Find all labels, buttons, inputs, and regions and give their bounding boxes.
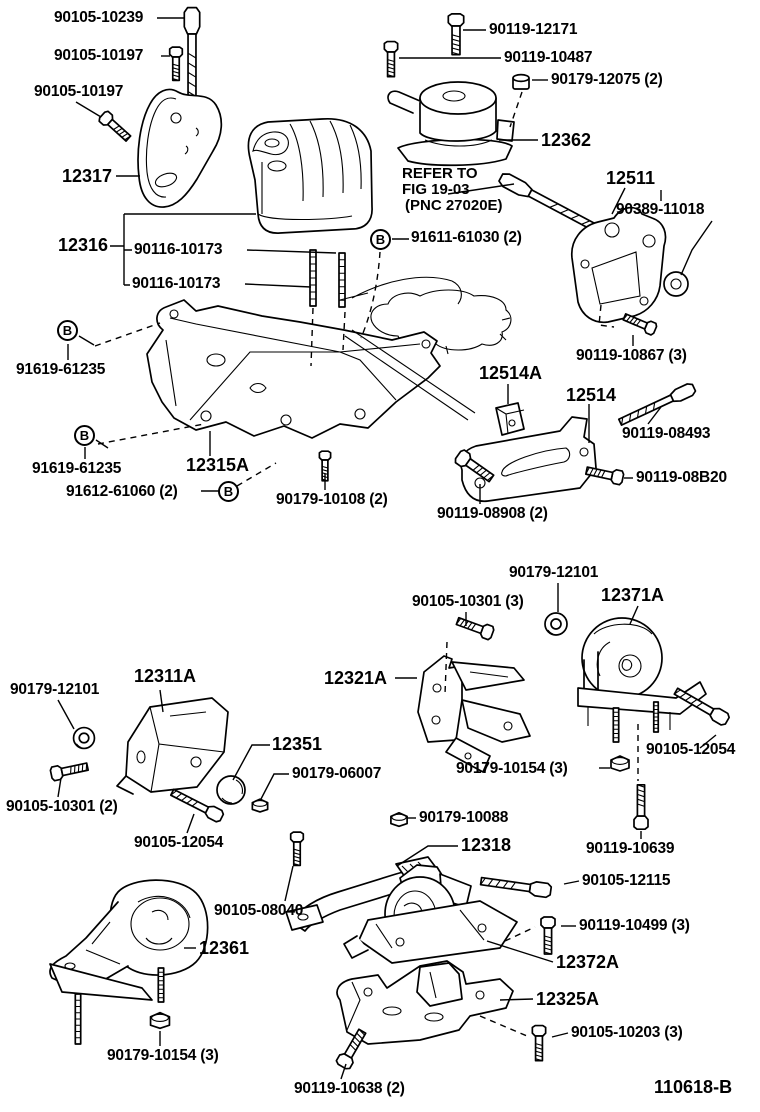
part-label-90119-10499: 90119-10499 (3) [579,917,690,934]
part-label-12315A: 12315A [186,455,250,475]
reference-note-line1: REFER TO [402,165,478,182]
part-label-12514A: 12514A [479,363,543,383]
b-marker-icon: B [218,481,239,502]
part-label-91619-61235-b: 91619-61235 [32,460,122,477]
part-label-91611-61030: 91611-61030 (2) [411,229,522,246]
washer-90179-12101-b-art [74,728,95,749]
part-12315A-art [147,300,475,438]
part-label-90119-12171: 90119-12171 [489,21,578,38]
bolt-90119-08493-art [617,382,696,428]
reference-note-line3: (PNC 27020E) [405,196,503,214]
nut-90179-06007-art [252,799,267,812]
part-label-90119-10639: 90119-10639 [586,840,675,857]
bolt-90105-12115-art [480,874,552,898]
part-label-90116-10173-b: 90116-10173 [132,275,221,292]
part-label-90119-08B20: 90119-08B20 [636,469,727,486]
part-12351-art [217,776,245,804]
part-label-90119-10638: 90119-10638 (2) [294,1080,405,1097]
bolt-90119-10639-art [634,785,648,829]
bolt-90105-08040-art [291,832,304,865]
part-label-12362: 12362 [541,130,592,150]
part-label-12321A: 12321A [324,668,388,688]
part-label-91619-61235-a: 91619-61235 [16,361,106,378]
part-label-90179-06007: 90179-06007 [292,765,382,782]
b-marker-icon: B [57,320,78,341]
part-label-90119-08908: 90119-08908 (2) [437,505,548,522]
part-label-90105-10197-a: 90105-10197 [54,47,144,64]
part-label-12318: 12318 [461,835,512,855]
part-label-90105-12054-b: 90105-12054 [134,834,224,851]
figure-code: 110618-B [654,1077,733,1097]
part-label-90389-11018: 90389-11018 [616,201,705,218]
part-label-90105-10203: 90105-10203 (3) [571,1024,683,1041]
stud-90116-10173-a-art [310,250,316,306]
part-label-90119-08493: 90119-08493 [622,425,711,442]
part-label-90105-12054-a: 90105-12054 [646,741,736,758]
part-label-12325A: 12325A [536,989,600,1009]
washer-90179-12101-a-art [545,613,567,635]
part-12514-art [461,417,596,501]
part-label-90105-10301-2: 90105-10301 (2) [6,798,118,815]
bolt-90119-10499-art [541,917,555,954]
part-90389-11018-art [664,272,688,296]
bolt-90119-10487-art [384,42,397,77]
part-12311A-art [117,698,228,794]
part-label-12361: 12361 [199,938,250,958]
part-label-90179-12101-a: 90179-12101 [509,564,599,581]
part-label-90105-12115: 90105-12115 [582,872,671,889]
part-label-90179-10088: 90179-10088 [419,809,509,826]
nut-90179-10154-r-art [611,756,629,771]
reference-note [402,166,503,213]
part-12361-art [50,880,208,1044]
part-label-91612-61060: 91612-61060 (2) [66,483,178,500]
part-12317-art [138,89,221,207]
reference-note-line2: FIG 19-03 [402,180,470,198]
part-label-12511: 12511 [606,168,656,188]
nut-90179-12075-art [513,75,529,89]
part-label-90179-12075: 90179-12075 (2) [551,71,663,88]
bolt-90105-10301-2-art [50,760,89,781]
part-12371A-art [578,618,706,742]
part-label-12311A: 12311A [134,666,197,686]
part-label-12351: 12351 [272,734,323,754]
part-label-90179-10108: 90179-10108 (2) [276,491,388,508]
part-12321A-art [418,656,530,772]
part-label-90119-10867: 90119-10867 (3) [576,347,687,364]
part-12362-art [388,82,514,165]
bolt-90105-10197-a-art [170,47,183,80]
nut-90179-10154-l-art [151,1013,170,1029]
part-label-12514: 12514 [566,385,617,405]
part-label-90116-10173-a: 90116-10173 [134,241,223,258]
bolt-90105-12054-l-art [169,787,224,823]
bolt-90119-12171-art [448,14,463,55]
part-label-90105-10301-3: 90105-10301 (3) [412,593,524,610]
bolt-90105-10203-art [532,1026,545,1061]
part-12514A-art [496,403,524,435]
part-12316-cover-art [248,119,372,233]
b-marker-icon: B [74,425,95,446]
bolt-90105-10239-art [184,8,199,97]
part-label-90179-10154-a: 90179-10154 (3) [456,760,568,777]
part-label-90105-08040: 90105-08040 [214,902,304,919]
bolt-90105-10197-b-art [98,110,133,143]
part-label-12317: 12317 [62,166,113,186]
nut-90179-10088-art [391,813,407,827]
part-label-12316: 12316 [58,235,109,255]
b-marker-icon: B [370,229,391,250]
part-label-90105-10239: 90105-10239 [54,9,144,26]
part-label-90105-10197-b: 90105-10197 [34,83,124,100]
part-label-90119-10487: 90119-10487 [504,49,593,66]
part-label-12372A: 12372A [556,952,620,972]
part-label-12371A: 12371A [601,585,665,605]
part-label-90179-12101-b: 90179-12101 [10,681,100,698]
bolt-90105-10301-3-art [455,615,495,641]
part-label-90179-10154-b: 90179-10154 (3) [107,1047,219,1064]
